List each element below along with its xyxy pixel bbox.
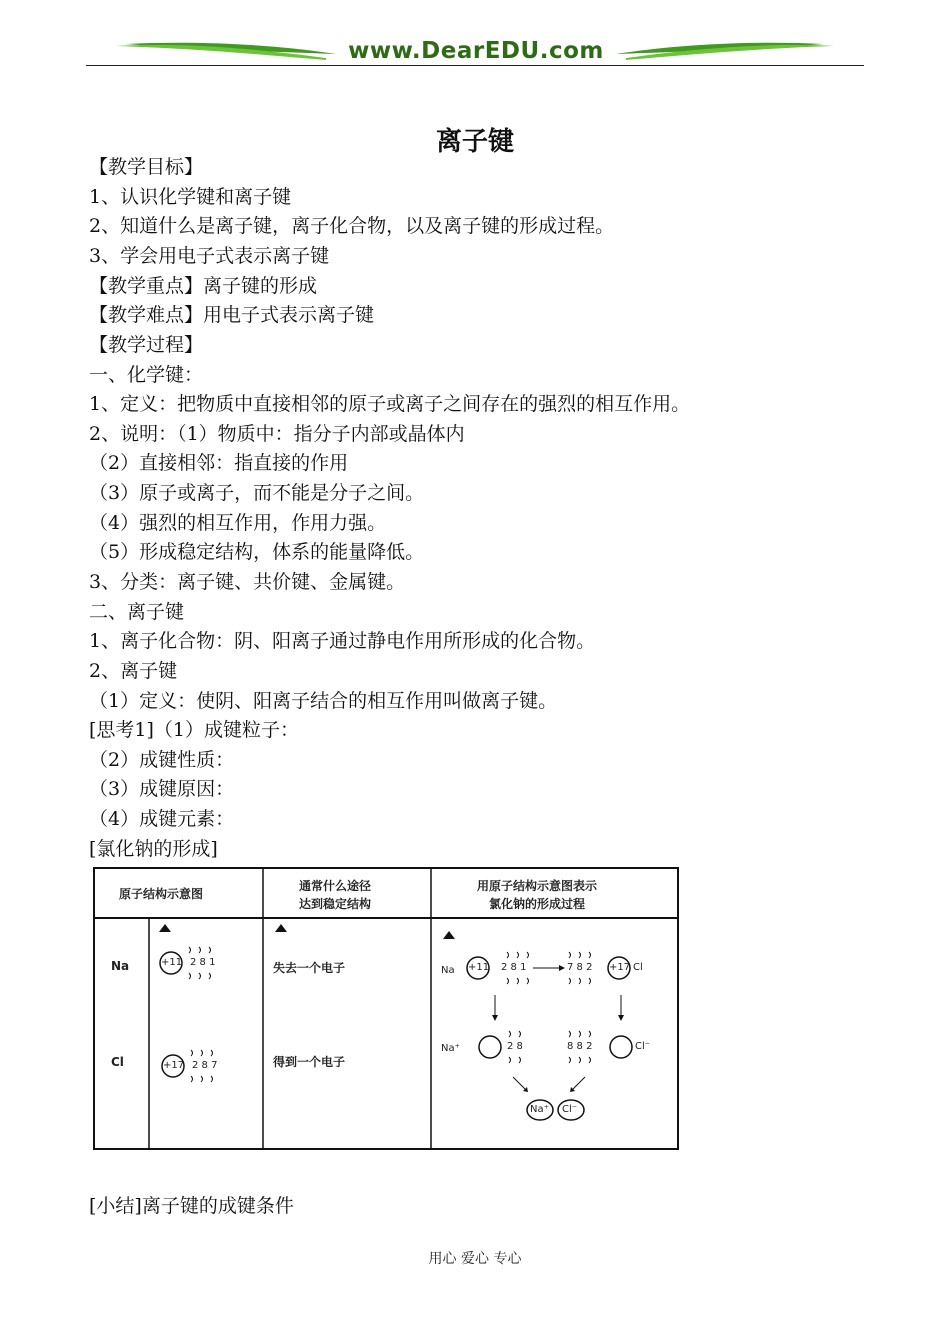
process-cl-nucleus: +17 (609, 962, 631, 973)
text-line: [氯化钠的形成] (89, 838, 218, 860)
route-na: 失去一个电子 (273, 961, 346, 975)
process-na-label: Na (441, 965, 455, 976)
text-line: 【教学过程】 (89, 334, 204, 356)
text-line: （1）定义：使阴、阳离子结合的相互作用叫做离子键。 (89, 690, 558, 712)
element-na: Na (111, 959, 130, 973)
header-process-line1: 用原子结构示意图表示 (477, 879, 598, 893)
process-cl-label: Cl (633, 962, 643, 973)
element-cl: Cl (111, 1055, 124, 1069)
text-line: 1、认识化学键和离子键 (89, 186, 292, 208)
product-cl: Cl⁻ (562, 1104, 578, 1115)
text-line: （4）成键元素： (89, 808, 235, 830)
header-route-line1: 通常什么途径 (299, 879, 372, 893)
process-na-ion-shells: 2 8 (507, 1041, 523, 1052)
cl-nucleus: +17 (163, 1060, 185, 1071)
process-na-nucleus: +11 (468, 962, 490, 973)
text-line: （4）强烈的相互作用，作用力强。 (89, 512, 387, 534)
header-route-line2: 达到稳定结构 (299, 897, 372, 911)
text-line: 3、学会用电子式表示离子键 (89, 245, 330, 267)
process-cl-shells: 7 8 2 (567, 962, 593, 973)
text-line: [思考1]（1）成键粒子： (89, 719, 300, 741)
header-process-line2: 氯化钠的形成过程 (489, 897, 586, 911)
text-line: 3、分类：离子键、共价键、金属键。 (89, 571, 406, 593)
na-nucleus: +11 (161, 957, 183, 968)
text-line: （2）成键性质： (89, 749, 235, 771)
route-cl: 得到一个电子 (273, 1055, 346, 1069)
na-shells: 2 8 1 (190, 957, 216, 968)
summary-line: [小结]离子键的成键条件 (89, 1195, 294, 1217)
nacl-formation-table (93, 867, 679, 1150)
process-cl-ion-shells: 8 8 2 (567, 1041, 593, 1052)
cl-shells: 2 8 7 (192, 1060, 218, 1071)
text-line: 【教学重点】离子键的形成 (89, 275, 318, 297)
text-line: 【教学目标】 (89, 156, 204, 178)
text-line: 1、离子化合物：阴、阳离子通过静电作用所形成的化合物。 (89, 630, 596, 652)
text-line: （3）原子或离子，而不能是分子之间。 (89, 482, 425, 504)
text-line: 二、离子键 (89, 601, 185, 623)
site-name[interactable]: www.DearEDU.com (348, 38, 604, 64)
header-rule (86, 65, 864, 66)
text-line: 1、定义：把物质中直接相邻的原子或离子之间存在的强烈的相互作用。 (89, 393, 691, 415)
process-na-shells: 2 8 1 (501, 962, 527, 973)
text-line: （2）直接相邻：指直接的作用 (89, 452, 349, 474)
text-line: 【教学难点】用电子式表示离子键 (89, 304, 375, 326)
text-line: （5）形成稳定结构，体系的能量降低。 (89, 541, 425, 563)
header-structure-diagram: 原子结构示意图 (119, 887, 204, 901)
text-line: 2、知道什么是离子键，离子化合物，以及离子键的形成过程。 (89, 215, 615, 237)
product-na: Na⁺ (530, 1104, 549, 1115)
text-line: 2、离子键 (89, 660, 178, 682)
page-title: 离子键 (435, 127, 514, 157)
text-line: （3）成键原因： (89, 778, 235, 800)
text-line: 一、化学键： (89, 364, 204, 386)
process-cl-ion-label: Cl⁻ (635, 1041, 651, 1052)
table-grid (93, 867, 679, 1150)
text-line: 2、说明：（1）物质中：指分子内部或晶体内 (89, 423, 465, 445)
process-na-ion-label: Na⁺ (441, 1043, 460, 1054)
page-footer: 用心 爱心 专心 (428, 1251, 522, 1267)
